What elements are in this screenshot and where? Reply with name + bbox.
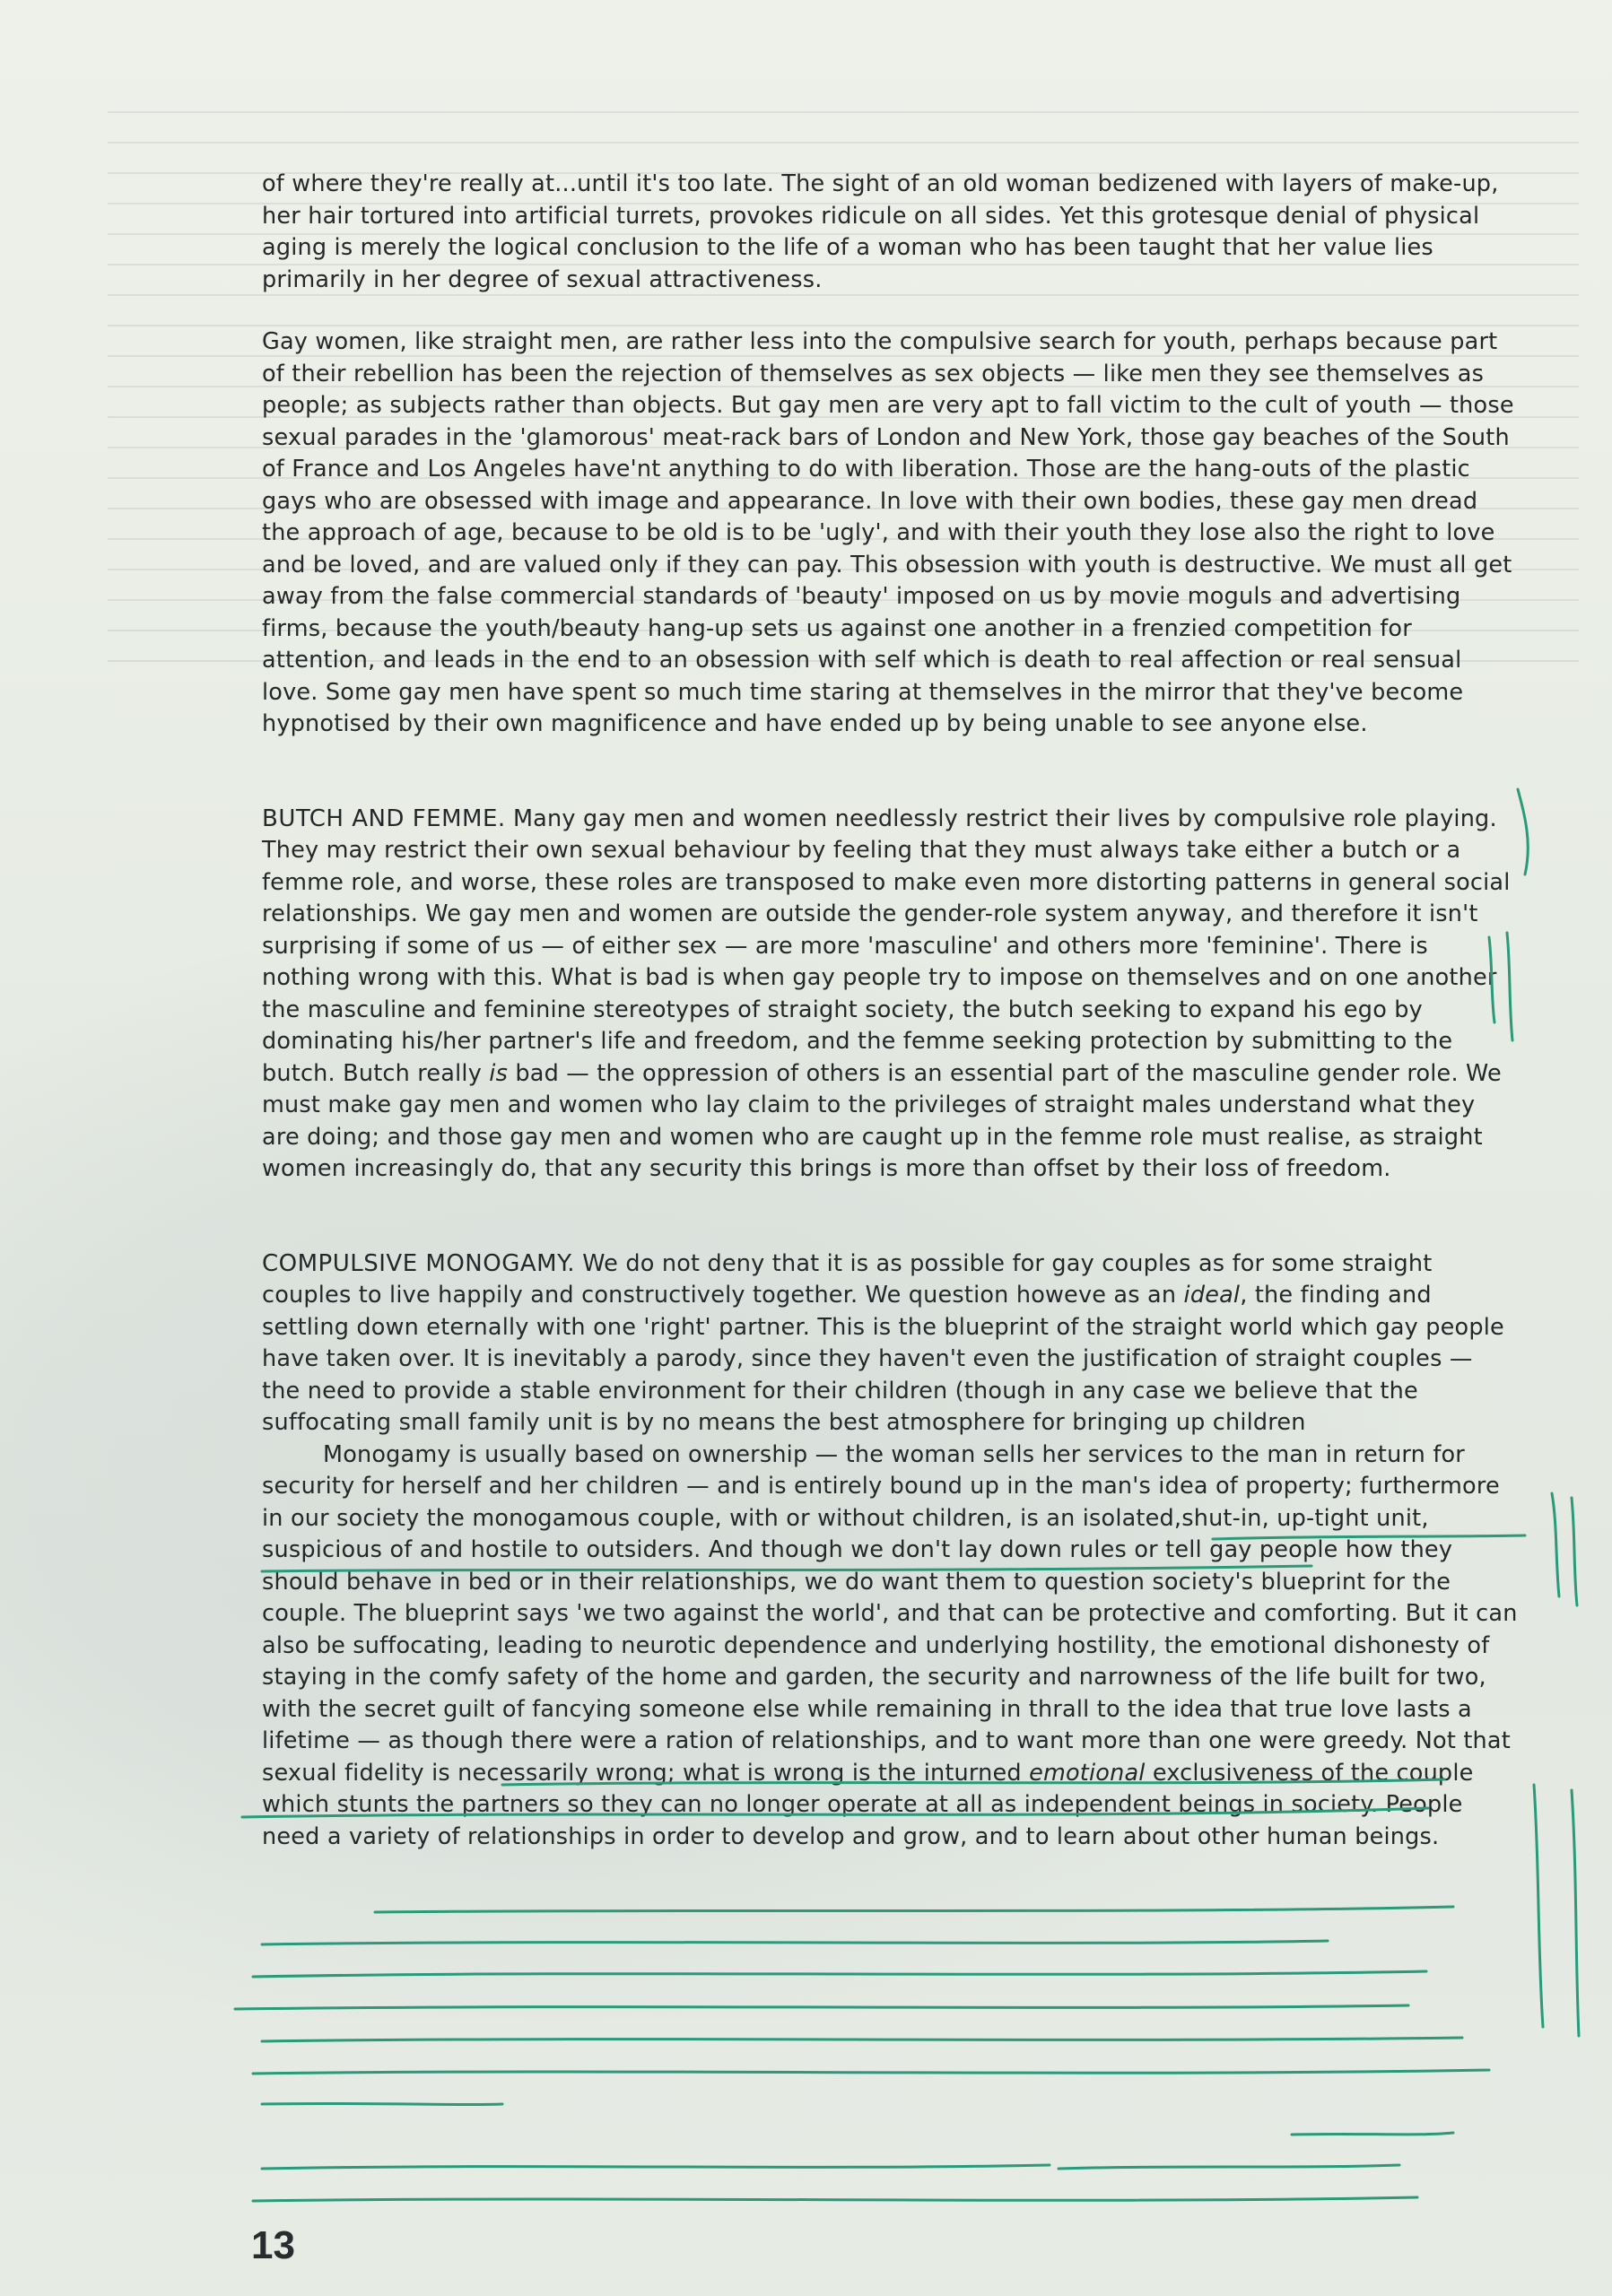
text-column [262, 169, 1518, 1853]
page-number: 13 [251, 2223, 295, 2267]
butch-femme-text: Many gay men and women needlessly restrict their lives by compulsive role playing. They may restrict their own sexual behaviour by feeling that they must always take either a butch or a femme role, and worse, these roles are transposed to make even more distorting patterns in general social relationships. We gay men and women are outside the gender-role system anyway, and therefore it isn't surprising if some of us — of either sex — are more 'masculine' and others more 'feminine'. There is nothing wrong with this. What is bad is when gay people try to impose on themselves and on one another the masculine and feminine stereotypes of straight society, the butch seeking to expand his ego by dominating his/her partner's life and freedom, and the femme seeking protection by submitting to the butch. Butch really [262, 804, 1511, 1087]
paragraph-monogamy [262, 1248, 1518, 1439]
paragraph-butch-femme [262, 804, 1518, 1186]
section-heading-butch-femme: BUTCH AND FEMME. [262, 804, 506, 832]
butch-femme-text-end: bad — the oppression of others is an essential part of the masculine gender role. We must make gay men and women who lay claim to the privileges of straight males understand what they are doing; and those gay men and women who are caught up in the femme role must realise, as straight women increasingly do, that any security this brings is more than offset by their loss of freedom. [262, 1059, 1502, 1182]
monogamy-text-b: , the finding and settling down eternally with one 'right' partner. This is the blueprint of the straight world which gay people have taken over. It is inevitably a parody, since they haven't even the justification of straight couples — the need to provide a stable environment for their children (though in any case we believe that the suffocating small family unit is by no means the best atmosphere for bringing up children [262, 1282, 1504, 1436]
paragraph-ownership [262, 1439, 1518, 1854]
paragraph-aging: of where they're really at...until it's too late. The sight of an old woman bedizened with layers of make-up, her hair tortured into artificial turrets, provokes ridicule on all sides. Yet this grotesque denial of physical aging is merely the logical conclusion to the life of a woman who has been taught that her value lies primarily in her degree of sexual attractiveness. [262, 170, 1499, 293]
section-heading-monogamy: COMPULSIVE MONOGAMY. [262, 1249, 575, 1277]
paragraph-youth: Gay women, like straight men, are rather less into the compulsive search for youth, perhaps because part of their rebellion has been the rejection of themselves as sex objects — like men they see themselves as people; as subjects rather than objects. But gay men are very apt to fall victim to the cult of youth — those sexual parades in the 'glamorous' meat-rack bars of London and New York, those gay beaches of the South of France and Los Angeles have'nt anything to do with liberation. Those are the hang-outs of the plastic gays who are obsessed with image and appearance. In love with their own bodies, these gay men dread the approach of age, because to be old is to be 'ugly', and with their youth they lose also the right to love and be loved, and are valued only if they can pay. This obsession with youth is destructive. We must all get away from the false commercial standards of 'beauty' imposed on us by movie moguls and advertising firms, because the youth/beauty hang-up sets us against one another in a frenzied competition for attention, and leads in the end to an obsession with self which is death to real affection or real sensual love. Some gay men have spent so much time staring at themselves in the mirror that they've become hypnotised by their own magnificence and have ended up by being unable to see anyone else. [262, 328, 1514, 737]
emphasis-emotional: emotional [1029, 1759, 1146, 1787]
monogamy-text-a: We do not deny that it is as possible for gay couples as for some straight couples to live happily and constructively together. We question howeve as an [262, 1249, 1433, 1309]
emphasis-ideal: ideal [1183, 1282, 1241, 1309]
ownership-text-b: exclusiveness of the couple which stunts the partners so they can no longer operate at all as independent beings in society. People need a variety of relationships in order to develop and grow, and to learn about other human beings. [262, 1759, 1474, 1850]
ownership-text-a: Monogamy is usually based on ownership — the woman sells her services to the man in return for security for herself and her children — and is entirely bound up in the man's idea of property; furthermore in our society the monogamous couple, with or without children, is an isolated,shut-in, up-tight unit, suspicious of and hostile to outsiders. And though we don't lay down rules or tell gay people how they should behave in bed or in their relationships, we do want them to question society's blueprint for the couple. The blueprint says 'we two against the world', and that can be protective and comforting. But it can also be suffocating, leading to neurotic dependence and underlying hostility, the emotional dishonesty of staying in the comfy safety of the home and garden, the security and narrowness of the life built for two, with the secret guilt of fancying someone else while remaining in thrall to the idea that true love lasts a lifetime — as though there were a ration of relationships, and to want more than one were greedy. Not that sexual fidelity is necessarily wrong; what is wrong is the inturned [262, 1440, 1518, 1787]
emphasis-is: is [489, 1059, 509, 1087]
